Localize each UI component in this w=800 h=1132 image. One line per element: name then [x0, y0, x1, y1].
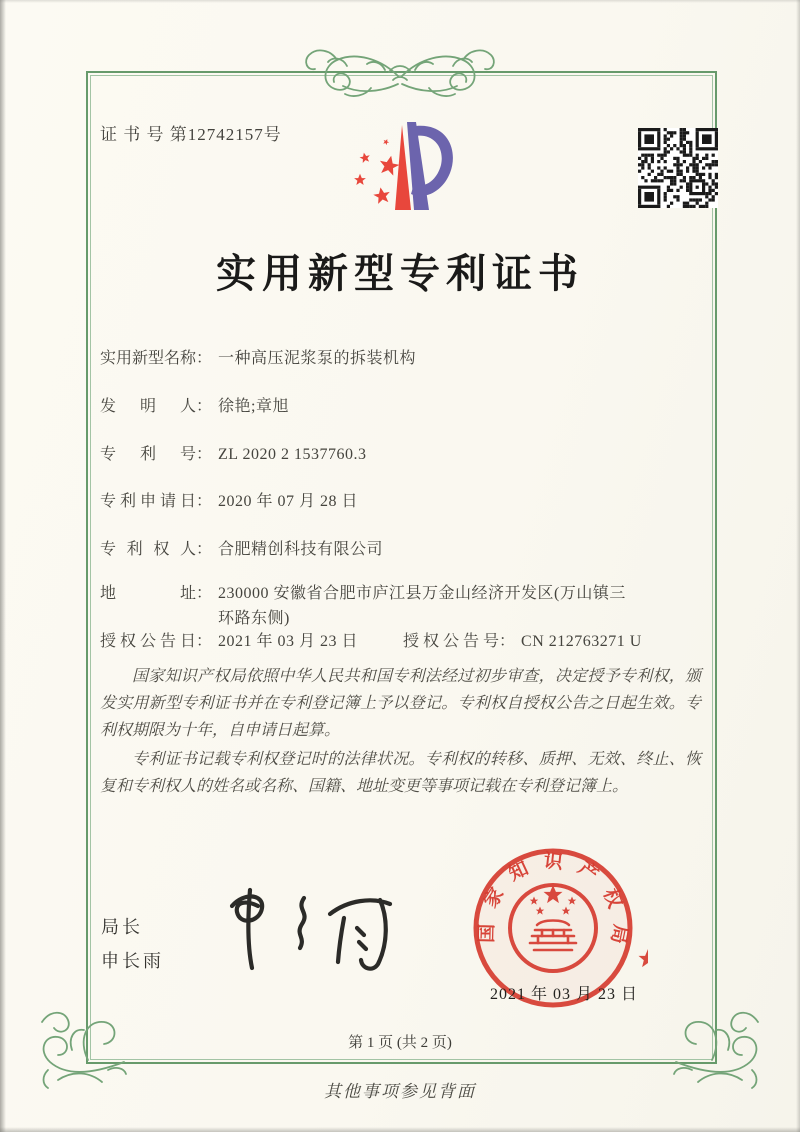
legal-text — [100, 663, 701, 802]
signer-title: 局长 — [101, 917, 143, 937]
field-label: 实用新型名称 — [100, 350, 197, 367]
field-value: 合肥精创科技有限公司 — [218, 541, 384, 558]
signer-name: 申长雨 — [101, 951, 164, 971]
field-row-patent-number — [100, 441, 366, 464]
field-label: 授权公告号 — [403, 633, 499, 650]
scan-edge-bottom — [0, 1127, 800, 1132]
field-row-filing-date — [100, 488, 358, 511]
field-colon: ： — [196, 350, 213, 367]
field-row-patentee — [100, 536, 383, 559]
field-colon: ： — [499, 633, 516, 650]
field-label: 地址 — [100, 585, 196, 602]
scan-edge-left — [0, 0, 6, 1132]
field-colon: ： — [196, 585, 213, 602]
certificate-number: 证 书 号 第12742157号 — [100, 125, 282, 144]
certificate-title: 实用新型专利证书 — [216, 251, 584, 296]
field-value: CN 212763271 U — [521, 633, 642, 650]
seal-date: 2021 年 03 月 23 日 — [490, 986, 639, 1003]
page-number: 第 1 页 (共 2 页) — [348, 1035, 452, 1051]
field-row-invention-name — [100, 345, 416, 368]
cnipa-logo — [336, 116, 460, 234]
field-label: 专利权人 — [100, 541, 196, 558]
field-row-address — [100, 581, 628, 631]
field-value: 一种高压泥浆泵的拆装机构 — [218, 350, 417, 367]
field-value: ZL 2020 2 1537760.3 — [218, 446, 367, 463]
field-value: 2020 年 07 月 28 日 — [218, 493, 359, 510]
field-label: 授权公告日 — [100, 633, 196, 650]
seal-agency-text: 国家知识产权局 — [476, 850, 631, 960]
field-value: 徐艳;章旭 — [218, 398, 289, 415]
field-row-inventor — [100, 393, 289, 416]
field-row-grant-date — [100, 628, 358, 651]
field-label: 发明人 — [100, 398, 196, 415]
field-colon: ： — [196, 541, 213, 558]
field-label: 专利号 — [100, 446, 196, 463]
field-value: 2021 年 03 月 23 日 — [218, 633, 359, 650]
qr-code — [638, 128, 718, 208]
field-colon: ： — [196, 398, 213, 415]
top-flourish-ornament — [285, 42, 515, 100]
scan-edge-right — [796, 0, 800, 1132]
field-colon: ： — [196, 446, 213, 463]
field-value: 230000 安徽省合肥市庐江县万金山经济开发区(万山镇三环路东侧) — [218, 585, 626, 627]
back-side-note: 其他事项参见背面 — [324, 1082, 476, 1101]
field-colon: ： — [196, 493, 213, 510]
field-row-grant-number — [403, 628, 642, 651]
legal-paragraph-2: 专利证书记载专利权登记时的法律状况。专利权的转移、质押、无效、终止、恢复和专利权人的姓名或名称、国籍、地址变更等事项记载在专利登记簿上。 — [100, 751, 701, 795]
commissioner-signature — [212, 874, 412, 986]
legal-paragraph-1: 国家知识产权局依照中华人民共和国专利法经过初步审查，决定授予专利权，颁发实用新型专利证书并在专利登记簿上予以登记。专利权自授权公告之日起生效。专利权期限为十年，自申请日起算。 — [100, 668, 701, 739]
field-label: 专利申请日 — [100, 493, 196, 510]
scan-edge-top — [0, 0, 800, 3]
field-colon: ： — [196, 633, 213, 650]
